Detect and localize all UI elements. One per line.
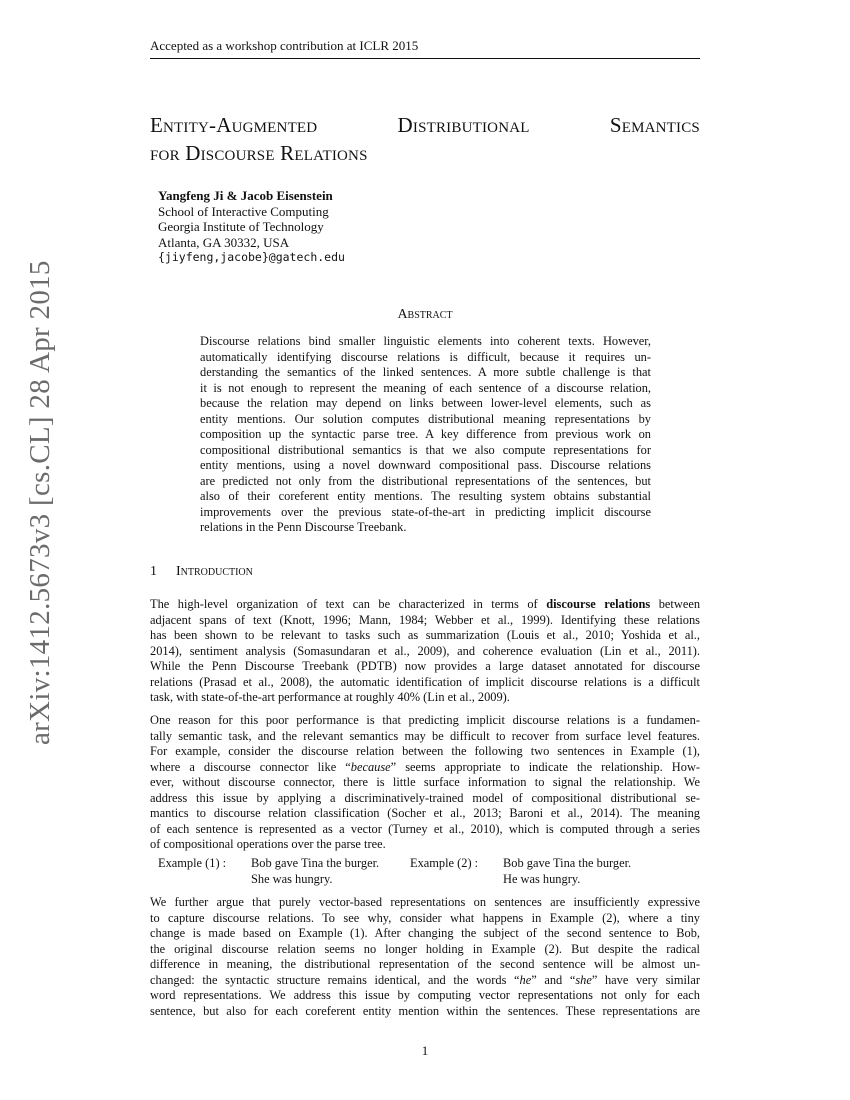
author-email: {jiyfeng,jacobe}@gatech.edu [158,250,345,264]
text-line: mantics to discourse relation classification (Socher et al., 2013; Baroni et al., 2014). The meaning [150,806,700,820]
text-line: of compositional operations over the parse tree. [150,837,386,851]
title-word: Distributional [397,113,530,137]
text-line: tally semantic task, and the relevant semantics may be difficult to recover from surface level features. [150,728,700,743]
text-line: entity mentions, using a novel downward compositional pass. Discourse relations [200,458,651,472]
text-line: because the relation may depend on links between lower-level elements, such as [200,396,651,410]
title-word: Entity-Augmented [150,113,318,137]
paragraph-2-lines-a [150,713,700,760]
paragraph-1 [150,597,700,706]
text-line: relations (Prasad et al., 2008), the automatic identification of implicit discourse relations is a difficult [150,674,700,689]
page-number: 1 [421,1043,429,1058]
italic-word: he [519,972,532,987]
author-names: Yangfeng Ji & Jacob Eisenstein [158,188,333,203]
text-line: difference in meaning, the distributional representation of the second sentence will be almost un- [150,957,700,971]
abstract-body [200,334,651,536]
text-line: composition up the syntactic parse tree. A key difference from previous work on [200,427,651,441]
text-line: to capture discourse relations. To see why, consider what happens in Example (2), where a tiny [150,910,700,925]
text-line: Discourse relations bind smaller linguistic elements into coherent texts. However, [200,334,651,348]
arxiv-identifier: arXiv:1412.5673v3 [cs.CL] 28 Apr 2015 [24,260,56,745]
text-line: For example, consider the discourse relation between the following two sentences in Example (1), [150,744,700,758]
example-1-label: Example (1) : [158,856,227,870]
paper-title [150,111,710,167]
text-line: While the Penn Discourse Treebank (PDTB) now provides a large dataset annotated for discourse [150,659,700,673]
section-heading [150,564,253,580]
paragraph-3 [150,895,700,1019]
text-line: adjacent spans of text (Knott, 1996; Mann, 1984; Webber et al., 1999). Identifying these relations [150,612,700,627]
title-line-2: for Discourse Relations [150,141,368,165]
text-line: entity mentions. Our solution computes distributional meaning representations by [200,411,651,426]
text-line: improvements over the previous state-of-the-art in predicting implicit discourse [200,504,651,519]
paragraph-1-rest [150,613,700,706]
text-line: sentence, but also for each coreferent entity mention within the sentences. These representations are [150,1003,700,1018]
text-line: it is not enough to represent the meaning of each sentence of a discourse relation, [200,380,651,395]
text-line: ever, without discourse connector, there is little surface information to signal the relationship. We [150,775,700,789]
text-line: the original discourse relation seems no longer holding in Example (2). But despite the radical [150,941,700,956]
text-line: automatically identifying discourse relations is difficult, because it requires un- [200,349,651,364]
author-department: School of Interactive Computing [158,203,329,219]
paragraph-2-lines-b [150,775,700,837]
paragraph-3-lines-b [150,988,700,1019]
text-line: are predicted not only from the distributional representations of the sentences, but [200,473,651,488]
paragraph-2 [150,713,700,853]
example-2-sentence-1: Bob gave Tina the burger. [503,856,632,870]
text-line: of each sentence is represented as a vector (Turney et al., 2010), which is computed through a series [150,821,700,836]
text-line: relations in the Penn Discourse Treebank. [200,520,407,534]
example-1-sentence-2: She was hungry. [251,872,333,886]
text-line: One reason for this poor performance is that predicting implicit discourse relations is a fundamen- [150,713,700,727]
author-address: Atlanta, GA 30332, USA [158,234,290,250]
text-line: has been shown to be relevant to tasks such as summarization (Louis et al., 2010; Yoshida et al., [150,628,700,642]
author-institution: Georgia Institute of Technology [158,219,324,234]
text-line: changed: the syntactic structure remains identical, and the words “he” and “she” have very similar [150,972,700,987]
section-title: Introduction [176,564,253,579]
text-line: We further argue that purely vector-based representations on sentences are insufficiently expressive [150,895,700,909]
header-rule [150,58,700,59]
text-line: where a discourse connector like “because” seems appropriate to indicate the relationship. How- [150,759,701,774]
example-2-sentence-2: He was hungry. [503,872,581,886]
text-line: 2014), sentiment analysis (Somasundaran et al., 2009), and coherence evaluation (Lin et al., 2011). [150,643,700,658]
italic-word: because [350,759,391,774]
text-line: change is made based on Example (1). After changing the subject of the second sentence to Bob, [150,926,700,940]
running-header: Accepted as a workshop contribution at ICLR 2015 [150,38,419,53]
text-line: The high-level organization of text can be characterized in terms of discourse relations between [150,597,701,611]
text-line: compositional distributional semantics is that we also compute representations for [200,442,651,457]
author-block [158,188,345,266]
example-1-sentence-1: Bob gave Tina the burger. [251,856,380,870]
bold-term: discourse relations [546,597,651,611]
text-line: task, with state-of-the-art performance at roughly 40% (Lin et al., 2009). [150,690,510,704]
paragraph-3-lines-a [150,895,700,973]
text-line: derstanding the semantics of the linked sentences. A more subtle challenge is that [200,365,651,379]
abstract-heading: Abstract [397,307,453,322]
text-line: also of their coreferent entity mentions. The resulting system obtains substantial [200,489,651,503]
text-line: address this issue by applying a discriminatively-trained model of compositional distributional se- [150,790,700,805]
example-2-label: Example (2) : [410,856,479,870]
section-number: 1 [150,564,157,579]
italic-word: she [575,972,592,987]
text-line: word representations. We address this issue by computing vector representations not only for each [150,988,700,1002]
title-word: Semantics [609,113,700,137]
